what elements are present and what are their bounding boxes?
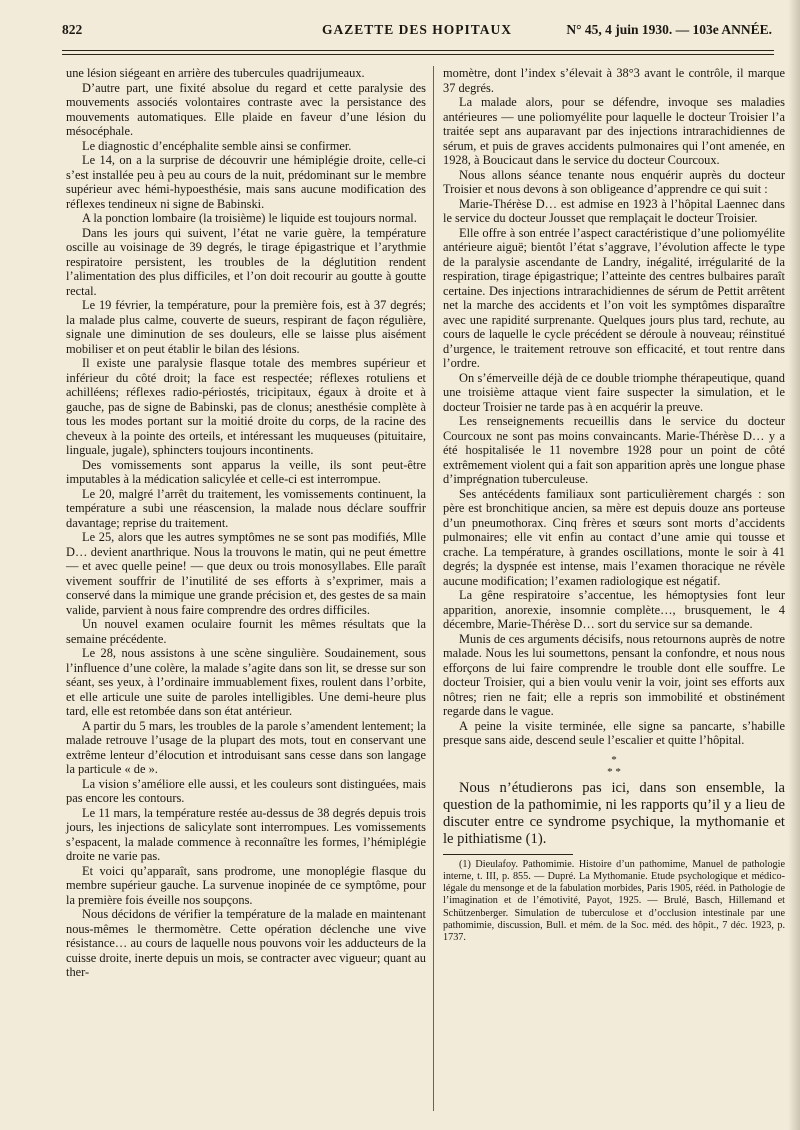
paragraph: A la ponction lombaire (la troisième) le liquide est toujours normal. xyxy=(82,211,417,225)
paragraph: D’autre part, une fixité absolue du regard et cette paralysie des mouvements associés volontaires contraste avec la persistance des mouvements automatiques. Elle plaide en faveur d’une lésion du mésocéphale. xyxy=(66,80,426,138)
paragraph: Le 19 février, la température, pour la première fois, est à 37 degrés; la malade plus calme, couverte de sueurs, respirant de façon régulière, signale une diminution de ses douleurs, elle se laisse plus aisément mobiliser et on peut établir le bilan des lésions. xyxy=(66,298,426,356)
scan-edge-shadow xyxy=(788,0,800,1130)
paragraph: La vision s’améliore elle aussi, et les couleurs sont distinguées, mais pas encore les contours. xyxy=(66,776,426,805)
paragraph: Le 11 mars, la température restée au-dessus de 38 degrés depuis trois jours, les injections de salicylate sont interrompues. Les vomissements s’espacent, la malade commence à reconnaître les formes, l’hémiplégie droite ne varie pas. xyxy=(66,805,426,863)
closing-paragraph: Nous n’étudierons pas ici, dans son ensemble, la question de la pathomimie, ni les rapports qu’il y a lieu de discuter entre ce syndrome psychique, la mythomanie et le pithiatisme (1). xyxy=(443,779,785,847)
paragraph: Munis de ces arguments décisifs, nous retournons auprès de notre malade. Nous les lui soumettons, pensant la confondre, et nous nous efforçons de lui faire comprendre le trouble dont elle souffre. Le docteur Troisier, qui a bien voulu venir la voir, joint ses efforts aux nôtres; rien ne fait; elle a repris son immobilité et obstinément regarde dans le vague. xyxy=(443,631,785,718)
journal-title: GAZETTE DES HOPITAUX xyxy=(321,22,513,37)
paragraph: La malade alors, pour se défendre, invoque ses maladies antérieures — une poliomyélite pour laquelle le docteur Troisier l’a traitée sept ans auparavant par des injections intrarachidiennes de sérum, et puis de graves accidents pulmonaires qui l’ont amenée, en 1928, à Boucicaut dans le service du docteur Courcoux. xyxy=(443,95,785,167)
paragraph: Marie-Thérèse D… est admise en 1923 à l’hôpital Laennec dans le service du docteur Jousset que remplaçait le docteur Troisier. xyxy=(443,196,785,225)
right-column-paragraphs xyxy=(443,66,785,748)
header-rule-thin xyxy=(62,54,774,55)
paragraph: Le 28, nous assistons à une scène singulière. Soudainement, sous l’influence d’une colère, la malade s’agite dans son lit, se dresse sur son séant, ses yeux, à l’ordinaire immuablement fixes, roulent dans l’orbite, et elle articule une suite de paroles intelligibles. Une demi-heure plus tard, elle est retombée dans son état antérieur. xyxy=(66,646,426,718)
right-column xyxy=(443,66,785,945)
footnote-rule xyxy=(443,854,573,855)
footnote: (1) Dieulafoy. Pathomimie. Histoire d’un pathomime, Manuel de pathologie interne, t. III, p. 855. — Dupré. La Mythomanie. Etude psychologique et médico-légale du mensonge et de la fabulation morbides, Paris 1905, rééd. in Pathologie de l’imagination et de l’émotivité, Payot, 1925. — Brulé, Basch, Hillemand et Schützenberger. Simulation de tuberculose et d’occlusion intestinale par une pathomimie, discussion, Bull. et mém. de la Soc. méd. des hôpit., 7 déc. 1923, p. 1737. xyxy=(443,858,785,944)
paragraph: Nous allons séance tenante nous enquérir auprès du docteur Troisier et nous devons à son obligeance d’apprendre ce qui suit : xyxy=(443,167,785,196)
paragraph: momètre, dont l’index s’élevait à 38°3 avant le contrôle, il marque 37 degrés. xyxy=(443,66,785,95)
paragraph: Les renseignements recueillis dans le service du docteur Courcoux ne sont pas moins convaincants. Marie-Thérèse D… y a été hospitalisée le 11 novembre 1928 pour un point de côté extrêmement violent qui a fait son apparition après une longue phase d’imprégnation tuberculeuse. xyxy=(443,414,785,486)
left-column xyxy=(66,66,426,980)
paragraph: Dans les jours qui suivent, l’état ne varie guère, la température oscille au voisinage de 39 degrés, le tirage épigastrique et l’arythmie respiratoire persistent, les troubles de la déglutition rendent l’alimentation des plus difficiles, et l’on doit recourir au goutte à goutte rectal. xyxy=(66,225,426,298)
section-separator-stars: * * * xyxy=(607,753,621,778)
paragraph: Il existe une paralysie flasque totale des membres supérieur et inférieur du côté droit; la face est respectée; réflexes rotuliens et achilléens; réflexes radio-périostés, tricipitaux, égaux à droite et à gauche, pas de signe de Babinski, pas de clonus; anesthésie complète à tous les modes portant sur la moitié droite du corps, de la racine des cheveux à la pointe des orteils, et intéressant les muqueuses (pituitaire, linguale, jugale), sphincters toujours incontinents. xyxy=(66,356,426,457)
paragraph: Et voici qu’apparaît, sans prodrome, une monoplégie flasque du membre supérieur gauche. La survenue inopinée de ce symptôme, pour la première fois éveille nos soupçons. xyxy=(66,863,426,907)
paragraph: On s’émerveille déjà de ce double triomphe thérapeutique, quand une troisième attaque vient faire suspecter la simulation, et le docteur Troisier ne tarde pas à en acquérir la preuve. xyxy=(443,370,785,414)
paragraph: Le 25, alors que les autres symptômes ne se sont pas modifiés, Mlle D… devient anarthrique. Nous la trouvons le matin, qui ne peut émettre — et avec quelle peine! — que deux ou trois monosyllabes. Elle paraît vivement souffrir de l’inutilité de ses efforts à s’exprimer, mais a conservé dans la mimique une grande précision et, des gestes de sa main valide, parvient à nous faire comprendre des ordres difficiles. xyxy=(66,530,426,617)
paragraph: A partir du 5 mars, les troubles de la parole s’amendent lentement; la malade retrouve l’usage de la plupart des mots, tout en conservant une extrême lenteur d’élocution et introduisant sans cesse dans son langage la particule « de ». xyxy=(66,718,426,776)
paragraph: Le diagnostic d’encéphalite semble ainsi se confirmer. xyxy=(82,138,352,153)
paragraph: Elle offre à son entrée l’aspect caractéristique d’une poliomyélite antérieure aiguë; bientôt l’état s’aggrave, l’évolution affecte le type de la paralysie ascendante de Landry, inégalité, irrégularité de la respiration, tirage épigastrique; l’atteinte des centres bulbaires paraît certaine. Des injections intrarachidiennes de sérum de Pettit arrêtent net la marche des accidents et l’on voit les symptômes disparaître avec une rapidité surprenante. Quelques jours plus tard, rechute, au cours de laquelle le cycle précédent se déroule à nouveau; réinstitué d’urgence, le traitement retrouve son efficacité, et tout rentre dans l’ordre. xyxy=(443,225,785,370)
issue-info: N° 45, 4 juin 1930. — 103e ANNÉE. xyxy=(566,22,772,37)
paragraph: Le 14, on a la surprise de découvrir une hémiplégie droite, celle-ci s’est installée peu à peu au cours de la nuit, prédominant sur le membre supérieur avec hémi-hypoesthésie, mais sans aucune modification des réflexes tendineux ni signe de Babinski. xyxy=(66,153,426,211)
paragraph: Un nouvel examen oculaire fournit les mêmes résultats que la semaine précédente. xyxy=(66,617,426,646)
paragraph: Des vomissements sont apparus la veille, ils sont peut-être imputables à la médication salicylée et celle-ci est interrompue. xyxy=(66,457,426,486)
paragraph: La gêne respiratoire s’accentue, les hémoptysies font leur apparition, anorexie, insomnie complète…, brusquement, le 4 décembre, Marie-Thérèse D… sort du service sur sa demande. xyxy=(443,588,785,631)
page-header xyxy=(62,22,772,44)
page-number: 822 xyxy=(62,22,83,37)
column-divider xyxy=(433,66,434,1111)
paragraph: A peine la visite terminée, elle signe sa pancarte, s’habille presque sans aide, descend seule l’escalier et quitte l’hôpital. xyxy=(443,718,785,747)
paragraph: Le 20, malgré l’arrêt du traitement, les vomissements continuent, la température a subi une réascension, la malade nous déclare souffrir davantage; reprise du traitement. xyxy=(66,486,426,530)
paragraph: Nous décidons de vérifier la température de la malade en maintenant nous-mêmes le thermomètre. Cette opération déclenche une vive résistance… au cours de laquelle nous pouvons voir les adducteurs de la cuisse droite, inerte depuis un mois, se contracter avec vigueur; quant au ther- xyxy=(66,907,426,979)
header-rule xyxy=(62,50,774,51)
paragraph: une lésion siégeant en arrière des tubercules quadrijumeaux. xyxy=(66,66,365,80)
paragraph: Ses antécédents familiaux sont particulièrement chargés : son père est bronchitique ancien, sa mère est depuis douze ans porteuse d’un pneumothorax. Cinq frères et sœurs sont morts d’accidents pulmonaires; elle vit enfin au contact d’une amie qui tousse et crache. La température, à grandes oscillations, monte le soir à 41 degrés; la dyspnée est intense, mais l’examen thoracique ne révèle aucune modification; l’examen radiologique est négatif. xyxy=(443,486,785,588)
